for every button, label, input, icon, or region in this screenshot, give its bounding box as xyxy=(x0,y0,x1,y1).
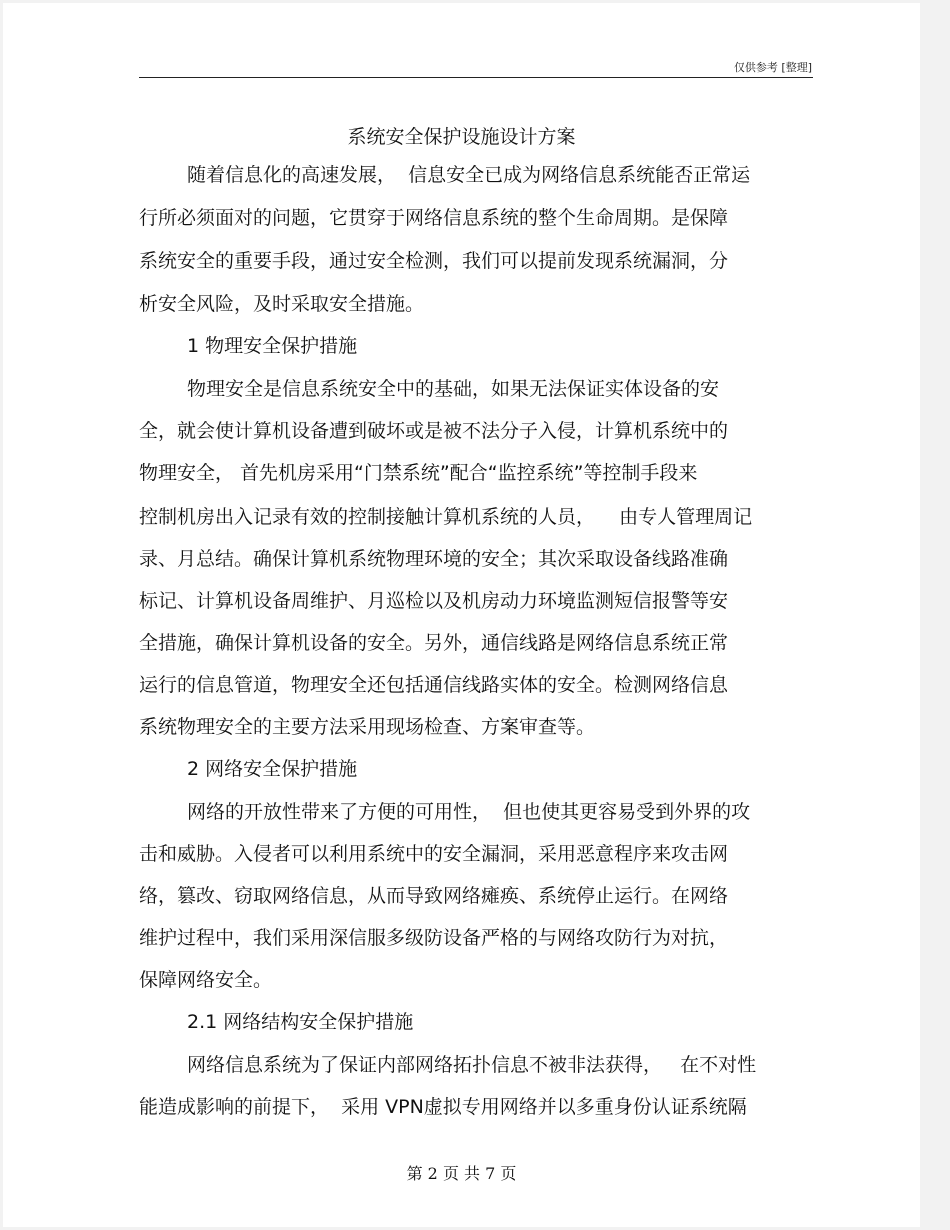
paragraph-line: 网络的开放性带来了方便的可用性， 但也使其更容易受到外界的攻 xyxy=(187,801,751,823)
paragraph-line: 物理安全， 首先机房采用“门禁系统”配合“监控系统”等控制手段来 xyxy=(139,462,698,484)
header-note: 仅供参考 [整理] xyxy=(733,61,812,74)
paragraph-line: 维护过程中，我们采用深信服多级防设备严格的与网络攻防行为对抗， xyxy=(139,927,729,949)
section-heading: 2 网络安全保护措施 xyxy=(187,758,358,780)
paragraph-line: 标记、计算机设备周维护、月巡检以及机房动力环境监测短信报警等安 xyxy=(139,590,729,612)
paragraph-line: 保障网络安全。 xyxy=(139,969,273,991)
paragraph-line: 物理安全是信息系统安全中的基础，如果无法保证实体设备的安 xyxy=(187,378,720,400)
paragraph-line: 能造成影响的前提下， 采用 VPN虚拟专用网络并以多重身份认证系统隔 xyxy=(139,1096,747,1118)
document-page xyxy=(3,3,920,1227)
paragraph-line: 全措施，确保计算机设备的安全。另外，通信线路是网络信息系统正常 xyxy=(139,632,729,654)
paragraph-line: 全，就会使计算机设备遭到破坏或是被不法分子入侵，计算机系统中的 xyxy=(139,420,729,442)
paragraph-line: 络，篡改、窃取网络信息，从而导致网络瘫痪、系统停止运行。在网络 xyxy=(139,885,729,907)
document-title: 系统安全保护设施设计方案 xyxy=(347,126,576,148)
section-heading: 2.1 网络结构安全保护措施 xyxy=(187,1011,414,1033)
paragraph-line: 系统物理安全的主要方法采用现场检查、方案审查等。 xyxy=(139,716,596,738)
paragraph-line: 击和威胁。入侵者可以利用系统中的安全漏洞，采用恶意程序来攻击网 xyxy=(139,843,729,865)
page-number-footer: 第 2 页 共 7 页 xyxy=(406,1164,517,1183)
header-divider xyxy=(139,77,813,78)
paragraph-line: 行所必须面对的问题，它贯穿于网络信息系统的整个生命周期。是保障 xyxy=(139,207,729,229)
paragraph-line: 析安全风险，及时采取安全措施。 xyxy=(139,293,425,315)
paragraph-line: 网络信息系统为了保证内部网络拓扑信息不被非法获得， 在不对性 xyxy=(187,1054,757,1076)
paragraph-line: 随着信息化的高速发展， 信息安全已成为网络信息系统能否正常运 xyxy=(187,164,751,186)
paragraph-line: 录、月总结。确保计算机系统物理环境的安全；其次采取设备线路准确 xyxy=(139,548,729,570)
paragraph-line: 控制机房出入记录有效的控制接触计算机系统的人员， 由专人管理周记 xyxy=(139,506,753,528)
paragraph-line: 系统安全的重要手段，通过安全检测，我们可以提前发现系统漏洞，分 xyxy=(139,250,729,272)
paragraph-line: 运行的信息管道，物理安全还包括通信线路实体的安全。检测网络信息 xyxy=(139,674,729,696)
section-heading: 1 物理安全保护措施 xyxy=(187,335,358,357)
